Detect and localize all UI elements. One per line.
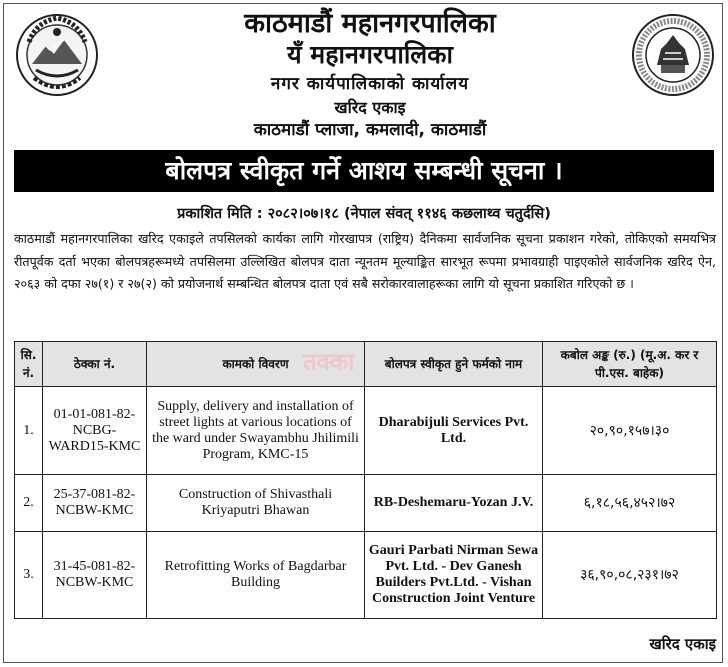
header-description: कामको विवरण — [147, 342, 365, 387]
header-address: काठमाडौं प्लाजा, कमलादी, काठमाडौं — [253, 120, 487, 140]
cell-description: Construction of Shivasthali Kriyaputri Bhawan — [147, 475, 365, 532]
cell-firm: Dharabijuli Services Pvt. Ltd. — [365, 387, 543, 475]
notice-title-banner: बोलपत्र स्वीकृत गर्ने आशय सम्बन्धी सूचना । — [14, 150, 714, 192]
cell-contract-no: 25-37-081-82-NCBW-KMC — [43, 475, 147, 532]
cell-sn: 2. — [15, 475, 43, 532]
publication-date: प्रकाशित मिति : २०८२।०७।१८ (नेपाल संवत् ११४६ कछलाथ्व चतुर्दसि) — [177, 206, 551, 222]
table-header-row — [15, 342, 717, 387]
cell-amount: ६,१८,५६,४५२।७२ — [543, 475, 717, 532]
footer-signature: खरिद एकाइ — [649, 635, 716, 653]
header-municipality-name: काठमाडौं महानगरपालिका — [244, 8, 496, 39]
cell-firm: Gauri Parbati Nirman Sewa Pvt. Ltd. - Dev Ganesh Builders Pvt.Ltd. - Vishan Construction Joint Venture — [365, 532, 543, 619]
watermark: तक्का — [303, 348, 355, 376]
cell-amount: २०,९०,१५७।३० — [543, 387, 717, 475]
header-newari-name: यँ महानगरपालिका — [287, 40, 453, 69]
cell-amount: ३६,९०,०८,२३१।७२ — [543, 532, 717, 619]
cell-contract-no: 01-01-081-82-NCBG-WARD15-KMC — [43, 387, 147, 475]
cell-firm: RB-Deshemaru-Yozan J.V. — [365, 475, 543, 532]
table-row — [15, 532, 717, 619]
header-office-name: नगर कार्यपालिकाको कार्यालय — [270, 74, 470, 94]
header-unit-name: खरिद एकाइ — [334, 98, 406, 117]
notice-body: काठमाडौं महानगरपालिका खरिद एकाइले तपसिलको कार्यका लागि गोरखापत्र (राष्ट्रिय) दैनिकमा सार्वजनिक सूचना प्रकाशन गरेको, तोकिएको समयभित्र रीतपूर्वक दर्ता भएका बोलपत्रहरूमध्ये तपसिलमा उल्लिखित बोलपत्र दाता न्यूनतम मूल्याङ्कित सारभूत रूपमा प्रभावग्राही पाइएकोले सार्वजनिक खरिद ऐन, २०६३ को दफा २७(१) र २७(२) को प्रयोजनार्थ सम्बन्धित बोलपत्र दाता एवं सबै सरोकारवालाहरूका लागि यो सूचना प्रकाशित गरिएको छ । — [14, 231, 716, 291]
kmc-seal-icon — [631, 13, 715, 97]
header-firm: बोलपत्र स्वीकृत हुने फर्मको नाम — [365, 342, 543, 387]
header-amount: कबोल अङ्क (रु.) (मू.अ. कर र पी.एस. बाहेक) — [543, 342, 717, 387]
cell-contract-no: 31-45-081-82-NCBW-KMC — [43, 532, 147, 619]
table-row — [15, 387, 717, 475]
header-contract-no: ठेक्का नं. — [43, 342, 147, 387]
cell-description: Supply, delivery and installation of street lights at various locations of the ward under Swayambhu Jhilimili Program, KMC-15 — [147, 387, 365, 475]
table-row — [15, 475, 717, 532]
award-table — [14, 341, 717, 619]
header-sn: सि. नं. — [15, 342, 43, 387]
cell-description: Retrofitting Works of Bagdarbar Building — [147, 532, 365, 619]
kmc-emblem-icon — [14, 12, 100, 98]
cell-sn: 1. — [15, 387, 43, 475]
cell-sn: 3. — [15, 532, 43, 619]
